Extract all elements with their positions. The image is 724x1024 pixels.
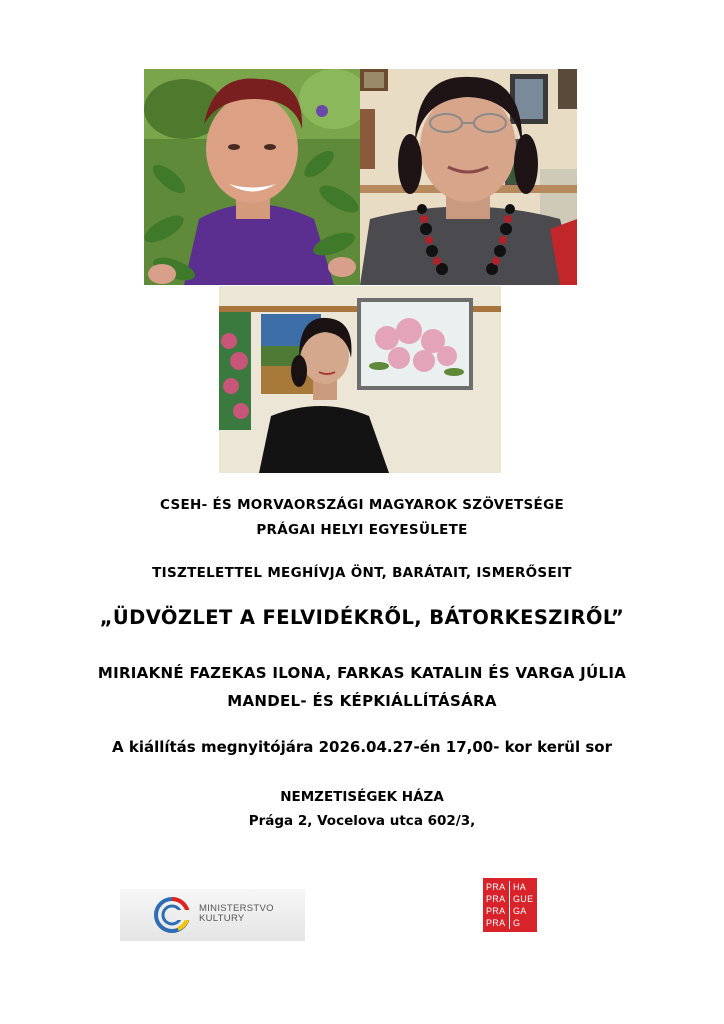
ministry-c-icon: [153, 896, 191, 934]
organizer-name-line2: PRÁGAI HELYI EGYESÜLETE: [256, 522, 468, 538]
praha-logo-cell: G: [513, 918, 521, 928]
artist-names: MIRIAKNÉ FAZEKAS ILONA, FARKAS KATALIN ÉS VARGA JÚLIA: [97, 664, 627, 682]
praha-logo-cell: GA: [513, 906, 527, 916]
praha-logo-cell: PRA: [486, 893, 510, 905]
venue-address: Prága 2, Vocelova utca 602/3,: [248, 813, 476, 829]
praha-prague-logo: [483, 878, 537, 932]
organizer-name-line1: CSEH- ÉS MORVAORSZÁGI MAGYAROK SZÖVETSÉGE: [160, 497, 564, 513]
praha-logo-cell: PRA: [486, 917, 510, 929]
ministry-logo-line2: KULTURY: [199, 913, 245, 924]
ministry-logo-line1: MINISTERSTVO: [199, 903, 274, 914]
event-title: „ÜDVÖZLET A FELVIDÉKRŐL, BÁTORKESZIRŐL”: [99, 606, 625, 629]
portrait-photo-right: [360, 69, 577, 285]
praha-logo-cell: GUE: [513, 894, 534, 904]
portrait-photo-center: [219, 286, 501, 473]
exhibition-subtitle: MANDEL- ÉS KÉPKIÁLLÍTÁSÁRA: [227, 692, 497, 710]
invitation-text: TISZTELETTEL MEGHÍVJA ÖNT, BARÁTAIT, ISMERŐSEIT: [152, 565, 572, 581]
venue-name: NEMZETISÉGEK HÁZA: [280, 789, 444, 805]
praha-logo-cell: PRA: [486, 905, 510, 917]
opening-time: A kiállítás megnyitójára 2026.04.27-én 17,00- kor kerül sor: [112, 738, 612, 756]
ministry-of-culture-logo: [120, 889, 305, 941]
praha-logo-cell: PRA: [486, 881, 510, 893]
praha-logo-cell: HA: [513, 882, 527, 892]
portrait-photo-left: [144, 69, 360, 285]
